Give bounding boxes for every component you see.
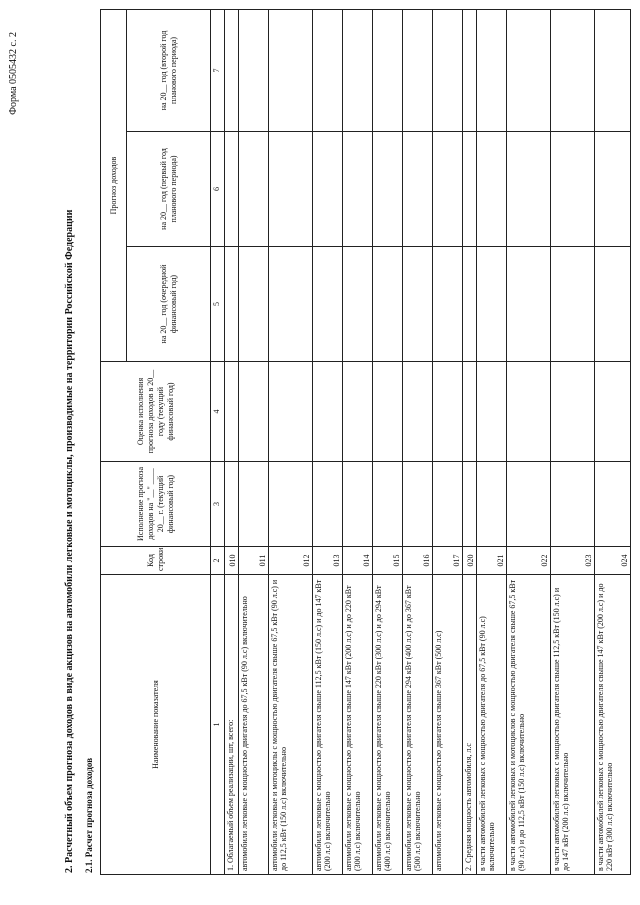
value-cell[interactable]: [403, 247, 433, 362]
value-cell[interactable]: [239, 462, 269, 547]
row-code: 010: [225, 547, 239, 575]
value-cell[interactable]: [239, 362, 269, 462]
col-number: 1: [211, 575, 225, 875]
header-forecast-3: на 20__ год (второй год планового периода): [127, 10, 211, 132]
value-cell[interactable]: [313, 132, 343, 247]
value-cell[interactable]: [433, 462, 463, 547]
value-cell[interactable]: [343, 462, 373, 547]
value-cell[interactable]: [477, 10, 507, 132]
row-name: 1. Облагаемый объем реализации, шт, всего:: [225, 575, 239, 875]
row-code: 012: [269, 547, 313, 575]
table-row: [551, 10, 595, 875]
table-row: [313, 10, 343, 875]
table-row: [239, 10, 269, 875]
row-code: 013: [313, 547, 343, 575]
table-row: [269, 10, 313, 875]
value-cell[interactable]: [373, 247, 403, 362]
table-row: [403, 10, 433, 875]
value-cell[interactable]: [507, 462, 551, 547]
value-cell[interactable]: [343, 362, 373, 462]
value-cell[interactable]: [463, 362, 477, 462]
row-name: автомобили легковые с мощностью двигателя свыше 294 кВт (400 л.с) и до 367 кВт (500 л.с) включительно: [403, 575, 433, 875]
value-cell[interactable]: [551, 132, 595, 247]
value-cell[interactable]: [463, 132, 477, 247]
table-row: [225, 10, 239, 875]
col-number: 5: [211, 247, 225, 362]
value-cell[interactable]: [343, 132, 373, 247]
row-code: 011: [239, 547, 269, 575]
table-row: [477, 10, 507, 875]
value-cell[interactable]: [269, 462, 313, 547]
value-cell[interactable]: [403, 132, 433, 247]
header-forecast-1: на 20__ год (очередной финансовый год): [127, 247, 211, 362]
value-cell[interactable]: [343, 247, 373, 362]
value-cell[interactable]: [269, 10, 313, 132]
value-cell[interactable]: [595, 10, 631, 132]
row-name: в части автомобилей легковых с мощностью двигателя свыше 147 кВт (200 л.с) и до 220 кВт (300 л.с) включительно: [595, 575, 631, 875]
value-cell[interactable]: [507, 10, 551, 132]
row-name: автомобили легковые с мощностью двигателя свыше 112,5 кВт (150 л.с) и до 147 кВт (200 л.с) включительно: [313, 575, 343, 875]
value-cell[interactable]: [225, 462, 239, 547]
row-name: автомобили легковые с мощностью двигателя свыше 220 кВт (300 л.с) и до 294 кВт (400 л.с) включительно: [373, 575, 403, 875]
header-forecast-group: Прогноз доходов: [101, 10, 127, 362]
value-cell[interactable]: [477, 362, 507, 462]
header-code: Код строки: [101, 547, 211, 575]
table-row: [343, 10, 373, 875]
col-number: 3: [211, 462, 225, 547]
value-cell[interactable]: [595, 247, 631, 362]
value-cell[interactable]: [313, 10, 343, 132]
header-exec: Исполнение прогноза доходов на "__" ____ 20__ г. (текущий финансовый год): [101, 462, 211, 547]
value-cell[interactable]: [551, 247, 595, 362]
row-name: автомобили легковые и мотоциклы с мощностью двигателя свыше 67,5 кВт (90 л.с) и до 112,5 кВт (150 л.с) включительно: [269, 575, 313, 875]
forecast-table: [100, 9, 631, 875]
table-row: [463, 10, 477, 875]
header-name: Наименование показателя: [101, 575, 211, 875]
value-cell[interactable]: [433, 10, 463, 132]
row-code: 017: [433, 547, 463, 575]
value-cell[interactable]: [507, 132, 551, 247]
value-cell[interactable]: [225, 362, 239, 462]
row-code: 021: [477, 547, 507, 575]
column-number-row: [211, 10, 225, 875]
value-cell[interactable]: [373, 132, 403, 247]
col-number: 7: [211, 10, 225, 132]
value-cell[interactable]: [225, 132, 239, 247]
row-code: 024: [595, 547, 631, 575]
row-code: 014: [343, 547, 373, 575]
header-forecast-2: на 20__ год (первый год планового периода): [127, 132, 211, 247]
value-cell[interactable]: [373, 462, 403, 547]
row-name: автомобили легковые с мощностью двигателя до 67,5 кВт (90 л.с) включительно: [239, 575, 269, 875]
col-number: 6: [211, 132, 225, 247]
value-cell[interactable]: [433, 247, 463, 362]
value-cell[interactable]: [269, 362, 313, 462]
value-cell[interactable]: [239, 10, 269, 132]
row-name: в части автомобилей легковых с мощностью двигателя свыше 112,5 кВт (150 л.с) и до 147 кВт (200 л.с) включительно: [551, 575, 595, 875]
value-cell[interactable]: [343, 10, 373, 132]
value-cell[interactable]: [313, 247, 343, 362]
value-cell[interactable]: [433, 362, 463, 462]
row-name: 2. Средняя мощность автомобиля, л.с: [463, 575, 477, 875]
value-cell[interactable]: [225, 247, 239, 362]
subsection-title: 2.1. Расчет прогноза доходов: [84, 757, 94, 873]
row-code: 015: [373, 547, 403, 575]
value-cell[interactable]: [373, 362, 403, 462]
row-name: в части автомобилей легковых с мощностью двигателя до 67,5 кВт (90 л.с) включительно: [477, 575, 507, 875]
value-cell[interactable]: [313, 462, 343, 547]
value-cell[interactable]: [477, 462, 507, 547]
table-row: [595, 10, 631, 875]
value-cell[interactable]: [239, 247, 269, 362]
value-cell[interactable]: [551, 462, 595, 547]
value-cell[interactable]: [433, 132, 463, 247]
value-cell[interactable]: [403, 462, 433, 547]
value-cell[interactable]: [507, 247, 551, 362]
value-cell[interactable]: [403, 362, 433, 462]
table-row: [507, 10, 551, 875]
value-cell[interactable]: [269, 247, 313, 362]
value-cell[interactable]: [477, 247, 507, 362]
value-cell[interactable]: [239, 132, 269, 247]
value-cell[interactable]: [403, 10, 433, 132]
value-cell[interactable]: [463, 462, 477, 547]
table-row: [373, 10, 403, 875]
value-cell[interactable]: [595, 462, 631, 547]
header-estimate: Оценка исполнения прогноза доходов в 20__ году (текущий финансовый год): [101, 362, 211, 462]
value-cell[interactable]: [313, 362, 343, 462]
row-name: автомобили легковые с мощностью двигателя свыше 147 кВт (200 л.с) и до 220 кВт (300 л.с) включительно: [343, 575, 373, 875]
value-cell[interactable]: [463, 10, 477, 132]
row-code: 023: [551, 547, 595, 575]
col-number: 4: [211, 362, 225, 462]
row-code: 020: [463, 547, 477, 575]
value-cell[interactable]: [463, 247, 477, 362]
value-cell[interactable]: [507, 362, 551, 462]
value-cell[interactable]: [269, 132, 313, 247]
row-name: автомобили легковые с мощностью двигателя свыше 367 кВт (500 л.с): [433, 575, 463, 875]
table-row: [433, 10, 463, 875]
value-cell[interactable]: [551, 362, 595, 462]
value-cell[interactable]: [373, 10, 403, 132]
value-cell[interactable]: [551, 10, 595, 132]
value-cell[interactable]: [595, 362, 631, 462]
section-title: 2. Расчетный объем прогноза доходов в виде акцизов на автомобили легковые и мотоциклы, производимые на территории Российской Федерации: [64, 209, 75, 873]
col-number: 2: [211, 547, 225, 575]
row-code: 022: [507, 547, 551, 575]
form-label: Форма 0505432 с. 2: [8, 32, 19, 115]
value-cell[interactable]: [595, 132, 631, 247]
row-name: в части автомобилей легковых и мотоциклов с мощностью двигателя свыше 67,5 кВт (90 л.с) и до 112,5 кВт (150 л.с) включительно: [507, 575, 551, 875]
value-cell[interactable]: [477, 132, 507, 247]
value-cell[interactable]: [225, 10, 239, 132]
row-code: 016: [403, 547, 433, 575]
